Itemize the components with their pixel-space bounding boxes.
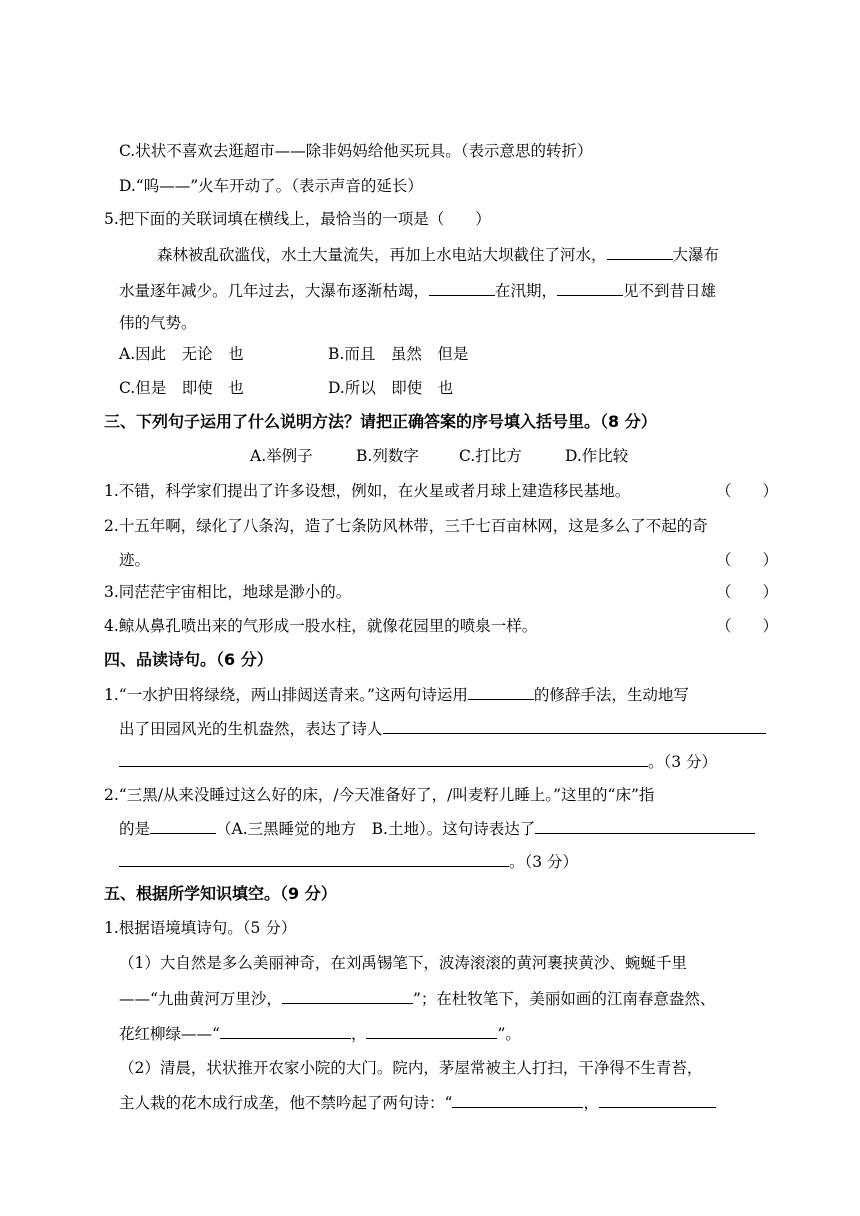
blank[interactable] <box>599 1092 716 1108</box>
s3-question-4: 4.鲸从鼻孔喷出来的气形成一股水柱，就像花园里的喷泉一样。 <box>104 617 538 635</box>
method-choices <box>250 446 628 466</box>
s5-part-2-line1: （2）清晨，状状推开农家小院的大门。院内，茅屋常被主人打扫，干净得不生青苔， <box>119 1059 703 1077</box>
s5-part-1-line1: （1）大自然是多么美丽神奇，在刘禹锡笔下，波涛滚滚的黄河裹挟黄沙、蜿蜒千里 <box>119 954 687 972</box>
question-5-stem: 5.把下面的关联词填在横线上，最恰当的一项是（ ） <box>104 210 491 228</box>
blank[interactable] <box>282 988 413 1004</box>
question-5-option-c: C.但是 即使 也 <box>119 379 244 397</box>
choice-c: C.打比方 <box>459 447 522 465</box>
question-5-option-a: A.因此 无论 也 <box>119 345 244 363</box>
option-c: C.状状不喜欢去逛超市——除非妈妈给他买玩具。（表示意思的转折） <box>119 142 593 160</box>
question-5-option-d: D.所以 即使 也 <box>328 379 454 397</box>
question-5-passage-line1: 森林被乱砍滥伐，水土大量流失，再加上水电站大坝截住了河水， 大瀑布 <box>157 246 720 264</box>
section-3-title: 三、下列句子运用了什么说明方法？请把正确答案的序号填入括号里。（8 分） <box>104 412 657 431</box>
answer-paren-2[interactable]: （ ） <box>716 551 779 569</box>
blank[interactable] <box>119 751 648 767</box>
question-5-passage-line2: 水量逐年减少。几年过去，大瀑布逐渐枯竭， 在汛期， 见不到昔日雄 <box>119 282 717 300</box>
choice-d: D.作比较 <box>565 447 629 465</box>
blank[interactable] <box>366 1023 497 1039</box>
question-5-option-b: B.而且 虽然 但是 <box>328 345 469 363</box>
blank[interactable] <box>119 851 509 867</box>
s4-question-2-line1: 2.“三黑/从来没睡过这么好的床，/今天准备好了，/叫麦籽儿睡上。”这里的“床”指 <box>104 786 655 804</box>
blank[interactable] <box>150 818 216 834</box>
blank[interactable] <box>607 244 673 260</box>
blank[interactable] <box>220 1023 351 1039</box>
answer-paren-4[interactable]: （ ） <box>716 617 779 635</box>
s3-question-2-line1: 2.十五年啊，绿化了八条沟，造了七条防风林带，三千七百亩林网，这是多么了不起的奇 <box>104 517 708 535</box>
s4-question-2-line3: 。（3 分） <box>119 851 578 872</box>
blank[interactable] <box>429 280 495 296</box>
blank[interactable] <box>535 818 755 834</box>
choice-a: A.举例子 <box>250 447 313 465</box>
s4-question-1-line1: 1.“一水护田将绿绕，两山排闼送青来。”这两句诗运用 的修辞手法，生动地写 <box>104 686 689 704</box>
section-5-title: 五、根据所学知识填空。（9 分） <box>104 884 337 903</box>
question-5-passage-line3: 伟的气势。 <box>119 314 197 332</box>
s4-question-1-line3: 。（3 分） <box>119 751 717 772</box>
s3-question-3: 3.同茫茫宇宙相比，地球是渺小的。 <box>104 583 352 601</box>
section-4-title: 四、品读诗句。（6 分） <box>104 650 273 669</box>
blank[interactable] <box>383 718 766 734</box>
s5-question-1: 1.根据语境填诗句。（5 分） <box>104 919 297 937</box>
blank[interactable] <box>452 1092 583 1108</box>
s5-part-1-line3: 花红柳绿——“ ， ”。 <box>119 1025 521 1043</box>
s5-part-2-line2: 主人栽的花木成行成垄，他不禁吟起了两句诗：“ ， <box>119 1092 716 1113</box>
choice-b: B.列数字 <box>356 447 419 465</box>
s4-question-2-line2: 的是 （A.三黑睡觉的地方 B.土地）。这句诗表达了 <box>119 818 755 839</box>
option-d: D.“呜——”火车开动了。（表示声音的延长） <box>119 177 423 195</box>
s3-question-2-line2: 迹。 <box>119 551 151 569</box>
blank[interactable] <box>557 280 623 296</box>
blank[interactable] <box>468 684 534 700</box>
s3-question-1: 1.不错，科学家们提出了许多设想，例如，在火星或者月球上建造移民基地。 <box>104 482 631 500</box>
s5-part-1-line2: ——“九曲黄河万里沙， ”；在杜牧笔下，美丽如画的江南春意盎然、 <box>119 990 716 1008</box>
answer-paren-3[interactable]: （ ） <box>716 583 779 601</box>
answer-paren-1[interactable]: （ ） <box>716 482 779 500</box>
s4-question-1-line2: 出了田园风光的生机盎然，表达了诗人 <box>119 718 766 739</box>
